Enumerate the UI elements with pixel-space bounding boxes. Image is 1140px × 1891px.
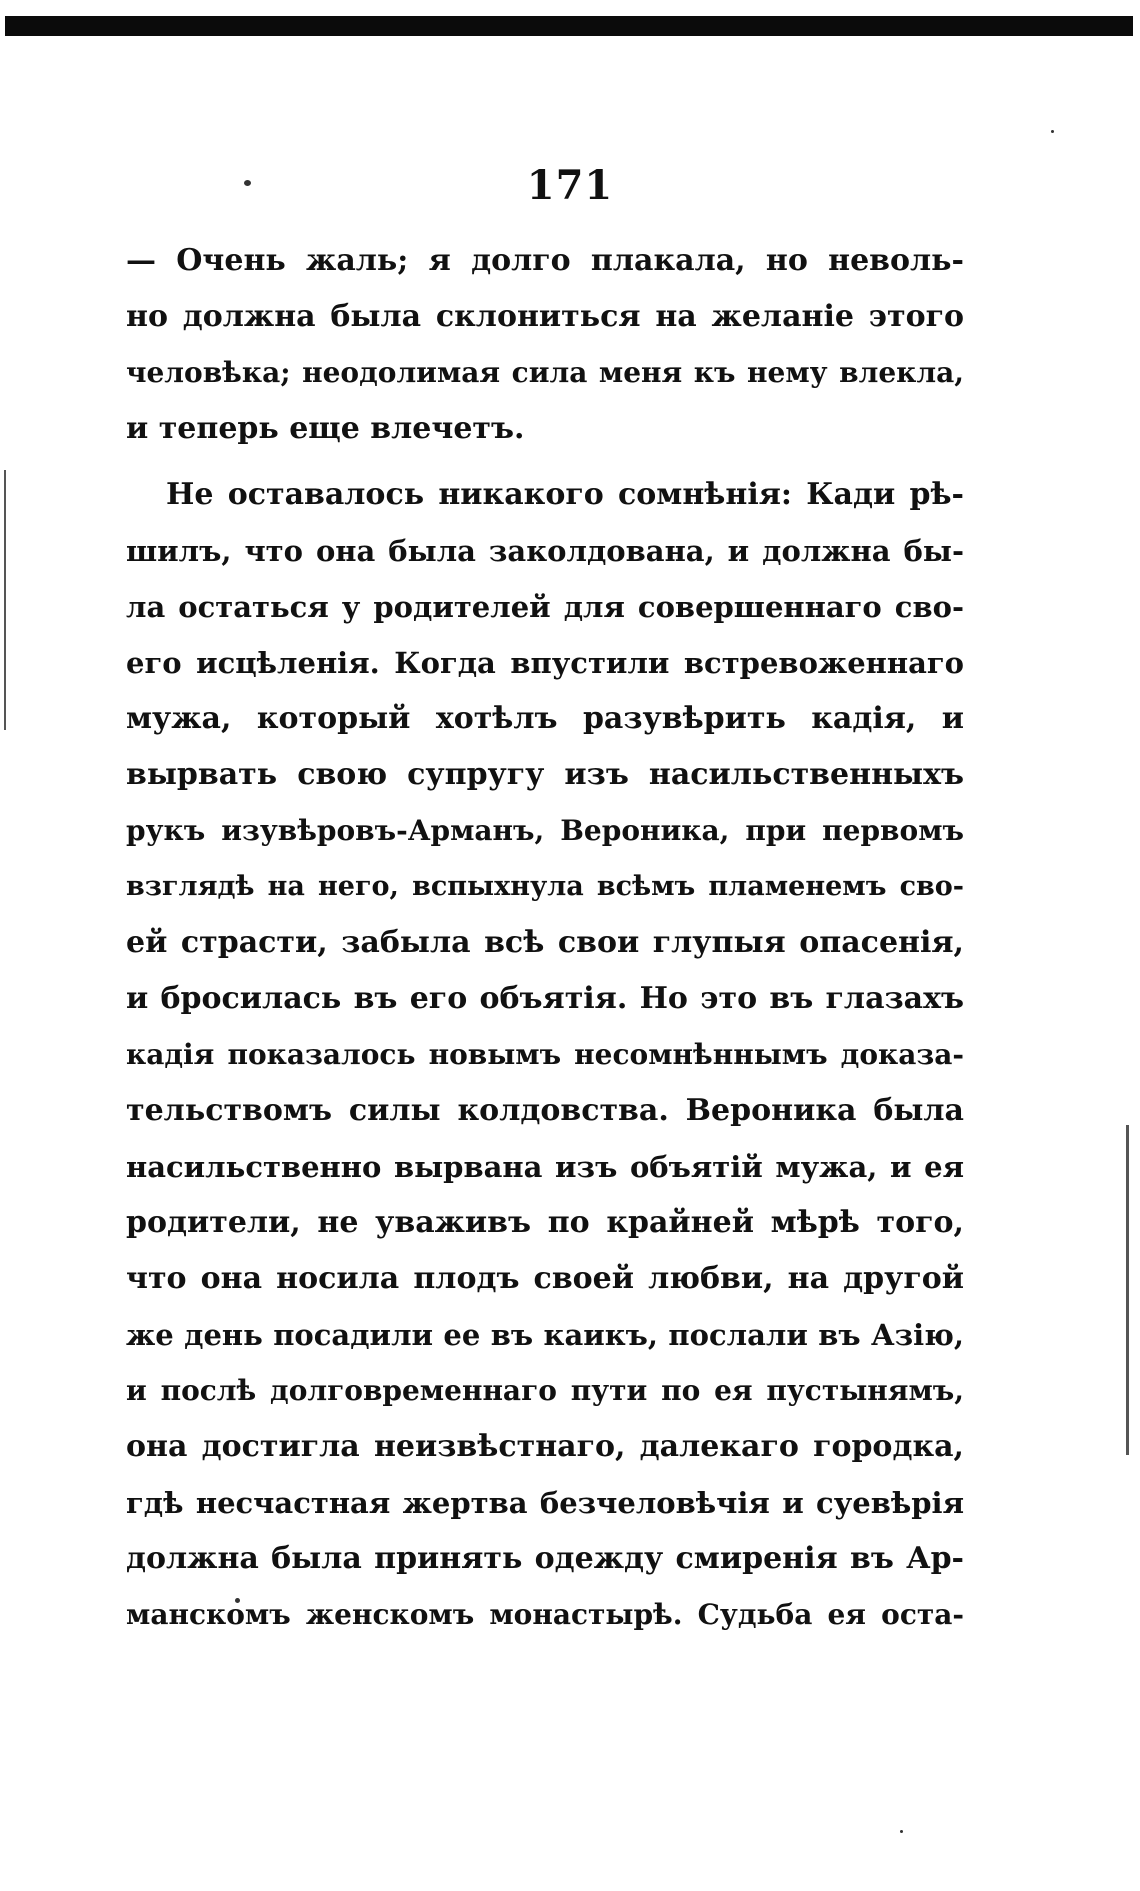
text-line: она достигла неизвѣстнаго, далекаго городка, <box>126 1429 964 1464</box>
text-line: шилъ, что она была заколдована, и должна бы- <box>126 534 964 568</box>
text-line: и послѣ долговременнаго пути по ея пустынямъ, <box>126 1374 964 1407</box>
text-line: и бросилась въ его объятія. Но это въ глазахъ <box>126 981 964 1016</box>
text-line: но должна была склониться на желаніе этого <box>126 299 964 334</box>
text-line: же день посадили ее въ каикъ, послали въ Азію, <box>126 1318 964 1352</box>
text-line: вырвать свою супругу изъ насильственныхъ <box>126 757 964 792</box>
text-line: мужа, который хотѣлъ разувѣрить кадія, и <box>126 701 964 736</box>
text-line: Не оставалось никакого сомнѣнія: Кади рѣ- <box>166 477 964 512</box>
text-line: что она носила плодъ своей любви, на другой <box>126 1261 964 1296</box>
top-border-bar <box>5 16 1133 36</box>
text-line: его исцѣленія. Когда впустили встревоженнаго <box>126 646 964 680</box>
text-line: человѣка; неодолимая сила меня къ нему влекла, <box>126 356 964 389</box>
body-text <box>126 233 964 1643</box>
text-line: ей страсти, забыла всѣ свои глупыя опасенія, <box>126 925 964 960</box>
text-line: гдѣ несчастная жертва безчеловѣчія и суевѣрія <box>126 1486 964 1520</box>
page-number: 171 <box>526 162 614 209</box>
text-line: взглядѣ на него, вспыхнула всѣмъ пламенемъ сво- <box>126 871 964 902</box>
text-line: рукъ изувѣровъ-Арманъ, Вероника, при первомъ <box>126 814 964 847</box>
text-line: — Очень жаль; я долго плакала, но неволь- <box>126 243 964 278</box>
text-line: манскомъ женскомъ монастырѣ. Судьба ея оста- <box>126 1598 964 1631</box>
text-line: тельствомъ силы колдовства. Вероника была <box>126 1093 964 1128</box>
scan-speck <box>900 1830 903 1833</box>
text-line: ла остаться у родителей для совершеннаго сво- <box>126 590 964 624</box>
scan-edge-mark <box>4 470 6 730</box>
text-line: кадія показалось новымъ несомнѣннымъ доказа- <box>126 1038 964 1071</box>
text-line: насильственно вырвана изъ объятій мужа, и ея <box>126 1150 964 1184</box>
text-line: родители, не уваживъ по крайней мѣрѣ того, <box>126 1205 964 1240</box>
text-line: и теперь еще влечетъ. <box>126 411 525 446</box>
text-line: должна была принять одежду смиренія въ Ар- <box>126 1541 964 1576</box>
scan-edge-mark <box>1126 1125 1129 1455</box>
scan-speck <box>1051 130 1054 133</box>
